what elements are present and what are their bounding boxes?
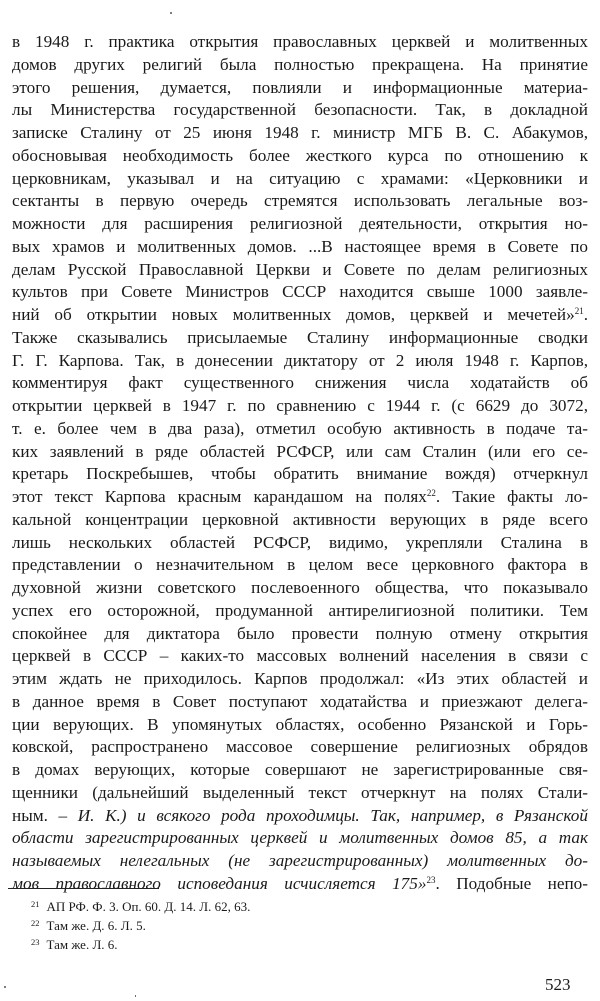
- text-line: [12, 99, 588, 122]
- text-run: комментируя факт существенного снижения числа ходатайств об: [12, 373, 588, 393]
- text-line: [12, 463, 588, 486]
- text-run: в данное время в Совет поступают ходатайства и приезжают делега-: [12, 691, 588, 711]
- text-line: [12, 827, 588, 850]
- text-run: делам Русской Православной Церкви и Совете по делам религиозных: [12, 259, 588, 279]
- text-line: [12, 168, 588, 191]
- text-line: [12, 77, 588, 100]
- text-run: церковникам, указывал и на ситуацию с храмами: «Церковники и: [12, 168, 588, 188]
- text-run: можности для расширения религиозной деятельности, открытия но-: [12, 214, 588, 233]
- text-line: [12, 418, 588, 441]
- footnotes: [31, 895, 431, 952]
- text-line: [12, 668, 588, 691]
- text-line: [12, 441, 588, 464]
- text-line: [12, 122, 588, 145]
- text-line: [12, 805, 588, 828]
- text-run: лишь нескольких областей РСФСР, видимо, укрепляли Сталина в: [12, 532, 588, 552]
- text-line: [12, 532, 588, 555]
- text-line: [12, 190, 588, 213]
- text-run: Также сказывались присылаемые Сталину информационные сводки: [12, 327, 588, 347]
- page-number: 523: [545, 975, 571, 994]
- text-run: ковской, распространено массовое совершение религиозных обрядов: [12, 737, 588, 757]
- text-run: ких заявлений в ряде областей РСФСР, или сам Сталин (или его се-: [12, 441, 588, 461]
- text-run: Г. Г. Карпова. Так, в донесении диктатору от 2 июля 1948 г. Карпов,: [12, 350, 588, 370]
- text-run: духовной жизни советского послевоенного общества, что показывало: [12, 578, 588, 597]
- text-line: [12, 645, 588, 668]
- footnote-ref: 21: [574, 306, 584, 316]
- scan-speck: [170, 12, 172, 14]
- text-line: [12, 873, 588, 896]
- text-run: щенники (дальнейший выделенный текст отчеркнут на полях Стали-: [12, 782, 588, 802]
- text-line: [12, 304, 588, 327]
- scan-speck: [4, 986, 6, 988]
- text-line: [12, 236, 588, 259]
- text-line: [12, 259, 588, 282]
- text-run: успех его осторожной, продуманной антирелигиозной политики. Тем: [12, 600, 588, 620]
- text-line: [12, 486, 588, 509]
- text-run: этот текст Карпова красным карандашом на полях: [12, 487, 427, 506]
- text-line: [12, 213, 588, 236]
- text-run: . Подобные непо-: [435, 873, 588, 893]
- text-run: ции верующих. В упомянутых областях, особенно Рязанской и Горь-: [12, 714, 588, 734]
- scan-speck: [135, 995, 136, 997]
- text-run: т. е. более чем в два раза), отметил особую активность в подаче та-: [12, 418, 588, 438]
- text-run: в домах верующих, которые совершают не зарегистрированные свя-: [12, 760, 588, 779]
- text-line: [12, 31, 588, 54]
- text-line: [12, 54, 588, 77]
- italic-quote: мов православного исповедания исчисляется 175»: [12, 873, 427, 893]
- text-run: этим ждать не приходилось. Карпов продолжал: «Из этих областей и: [12, 669, 588, 688]
- text-run: спокойнее для диктатора было провести полную отмену открытия: [12, 623, 588, 643]
- text-line: [12, 350, 588, 373]
- text-run: домов других религий была полностью прекращена. На принятие: [12, 54, 588, 74]
- text-line: [12, 623, 588, 646]
- text-run: представлении о незначительном в целом весе церковного фактора в: [12, 555, 588, 575]
- text-line: [12, 691, 588, 714]
- text-line: [12, 759, 588, 782]
- text-line: [12, 554, 588, 577]
- text-run: открытии церквей в 1947 г. по сравнению с 1944 г. (с 6629 до 3072,: [12, 396, 588, 415]
- text-run: кальной концентрации церковной активности верующих в ряде всего: [12, 509, 588, 529]
- text-line: [12, 577, 588, 600]
- text-line: [12, 395, 588, 418]
- text-run: ний об открытии новых молитвенных домов, церквей и мечетей»: [12, 305, 575, 324]
- footnote-divider: [8, 888, 159, 889]
- text-run: .: [583, 305, 588, 324]
- footnote-21: $^{21}$ АП РФ. Ф. 3. Оп. 60. Д. 14. Л. 62, 63.: [31, 899, 251, 914]
- italic-quote: области зарегистрированных церквей и молитвенных домов 85, а так: [12, 828, 588, 848]
- text-run: в 1948 г. практика открытия православных церквей и молитвенных: [12, 32, 588, 51]
- text-line: [12, 372, 588, 395]
- footnote-23: $^{23}$ Там же. Л. 6.: [31, 937, 118, 952]
- text-run: этого решения, думается, повлияли и информационные материа-: [12, 77, 588, 97]
- footnote-ref: 22: [426, 488, 436, 498]
- text-run: культов при Совете Министров СССР находится свыше 1000 заявле-: [12, 282, 588, 302]
- text-run: кретарь Поскребышев, чтобы обратить внимание вождя) отчеркнул: [12, 464, 588, 484]
- text-run: церквей в СССР – каких-то массовых волнений населения в связи с: [12, 646, 588, 666]
- text-line: [12, 281, 588, 304]
- text-run: вых храмов и молитвенных домов. ...В настоящее время в Совете по: [12, 236, 588, 256]
- text-line: [12, 850, 588, 873]
- italic-quote: И. К.) и всякого рода проходимцы. Так, например, в Рязанской: [77, 805, 588, 825]
- text-line: [12, 736, 588, 759]
- text-line: [12, 714, 588, 737]
- text-run: ным. –: [12, 805, 78, 825]
- text-line: [12, 327, 588, 350]
- footnote-22: $^{22}$ Там же. Д. 6. Л. 5.: [31, 918, 146, 933]
- text-line: [12, 145, 588, 168]
- text-run: лы Министерства государственной безопасности. Так, в докладной: [12, 100, 588, 120]
- italic-quote: называемых нелегальных (не зарегистрированных) молитвенных до-: [12, 851, 588, 870]
- text-run: обосновывая необходимость более жесткого курса по отношению к: [12, 145, 588, 165]
- text-run: сектанты в первую очередь стремятся использовать легальные воз-: [12, 191, 588, 211]
- text-run: записке Сталину от 25 июня 1948 г. министр МГБ В. С. Абакумов,: [12, 123, 588, 142]
- text-line: [12, 509, 588, 532]
- text-line: [12, 782, 588, 805]
- footnote-ref: 23: [426, 874, 436, 885]
- body-text: [12, 31, 588, 896]
- text-line: [12, 600, 588, 623]
- text-run: . Такие факты ло-: [435, 487, 588, 506]
